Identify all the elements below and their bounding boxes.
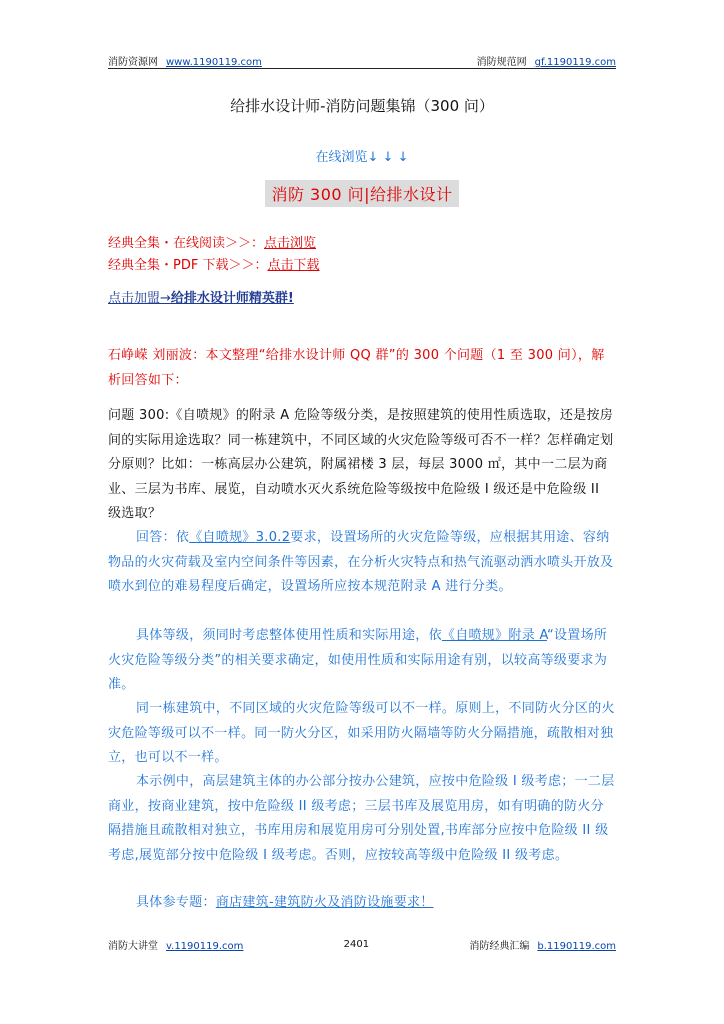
header-left-link[interactable]: www.1190119.com: [166, 56, 262, 68]
banner: [0, 180, 724, 207]
reference-line: [108, 891, 616, 916]
page-header: [108, 52, 616, 69]
join-group-line: [108, 287, 294, 306]
pdf-download-prefix: 经典全集・PDF 下载＞＞：: [108, 258, 268, 273]
header-right-link[interactable]: gf.1190119.com: [534, 56, 616, 68]
answer2-a: 具体等级，须同时考虑整体使用性质和实际用途，依: [136, 628, 442, 643]
online-browse-link[interactable]: 在线浏览↓ ↓ ↓: [315, 150, 409, 165]
answer2-ref-link[interactable]: 《自喷规》附录 A: [441, 628, 547, 643]
footer-right: [469, 937, 616, 952]
banner-link[interactable]: 消防 300 问|给排水设计: [265, 180, 458, 207]
answer1-clause: 3.0.2: [255, 530, 291, 545]
answer-paragraph-4: 本示例中，高层建筑主体的办公部分按办公建筑，应按中危险级 I 级考虑；一二层商业，按商业建筑，按中危险级 II 级考虑；三层书库及展览用房，如有明确的防火分隔措施且疏散相对独立，书库用房和展览用房可分别处置,书库部分应按中危险级 II 级考虑,展览部分按中危险级 I 级考虑。否则，应按较高等级中危险级 II 级考虑。: [108, 774, 615, 863]
footer-left-label: 消防大讲堂: [108, 940, 158, 952]
header-right: [477, 53, 616, 68]
document-title: 给排水设计师-消防问题集锦（300 问）: [230, 97, 494, 115]
answer2-c: “设置场所火灾危险等级分类”的相关要求确定，如使用性质和实际用途有别，以较高等级要求为准。: [108, 628, 608, 692]
header-left-label: 消防资源网: [108, 56, 158, 68]
footer-left: [108, 937, 243, 952]
answer-paragraph-3: 同一栋建筑中，不同区域的火灾危险等级可以不一样。原则上，不同防火分区的火灾危险等级可以不一样。同一防火分区，如采用防火隔墙等防火分隔措施，疏散相对独立，也可以不一样。: [108, 701, 615, 765]
page-footer: [108, 936, 616, 952]
header-left: [108, 53, 262, 68]
answer1-a: 回答：依: [136, 530, 190, 545]
reference-prefix: 具体参专题：: [136, 895, 216, 910]
pdf-download-line: [108, 254, 319, 273]
intro-paragraph: 石峥嵘 刘丽波：本文整理“给排水设计师 QQ 群”的 300 个问题（1 至 300 问），解析回答如下：: [108, 348, 605, 388]
footer-right-link[interactable]: b.1190119.com: [537, 940, 616, 952]
read-online-link[interactable]: 点击浏览: [264, 236, 317, 251]
reference-link[interactable]: 商店建筑-建筑防火及消防设施要求！: [215, 895, 434, 910]
footer-right-label: 消防经典汇编: [469, 940, 530, 952]
answer-paragraph-2: [108, 624, 616, 698]
header-right-label: 消防规范网: [476, 56, 527, 68]
answer1-d: 要求，设置场所的火灾危险等级，应根据其用途、容纳物品的火灾荷载及室内空间条件等因素，在分析火灾特点和热气流驱动洒水喷头开放及喷水到位的难易程度后确定，设置场所应按本规范附录 A 进行分类。: [108, 530, 614, 594]
page-number: 2401: [343, 938, 370, 950]
footer-left-link[interactable]: v.1190119.com: [166, 940, 244, 952]
join-group-link[interactable]: 给排水设计师精英群!: [170, 291, 294, 306]
join-prefix-link[interactable]: 点击加盟→: [108, 291, 171, 306]
pdf-download-link[interactable]: 点击下载: [267, 258, 320, 273]
read-online-line: [108, 232, 316, 251]
question-paragraph: 问题 300:《自喷规》的附录 A 危险等级分类，是按照建筑的使用性质选取，还是按房间的实际用途选取？同一栋建筑中，不同区域的火灾危险等级可否不一样？怎样确定划分原则？比如：一栋高层办公建筑，附属裙楼 3 层，每层 3000 ㎡，其中一二层为商业、三层为书库、展览，自动喷水灭火系统危险等级按中危险级 I 级还是中危险级 II 级选取？: [108, 408, 614, 521]
answer1-ref-link[interactable]: 《自喷规》: [189, 530, 256, 545]
answer-paragraph-1: [108, 526, 616, 600]
read-online-prefix: 经典全集・在线阅读＞＞：: [108, 236, 265, 251]
